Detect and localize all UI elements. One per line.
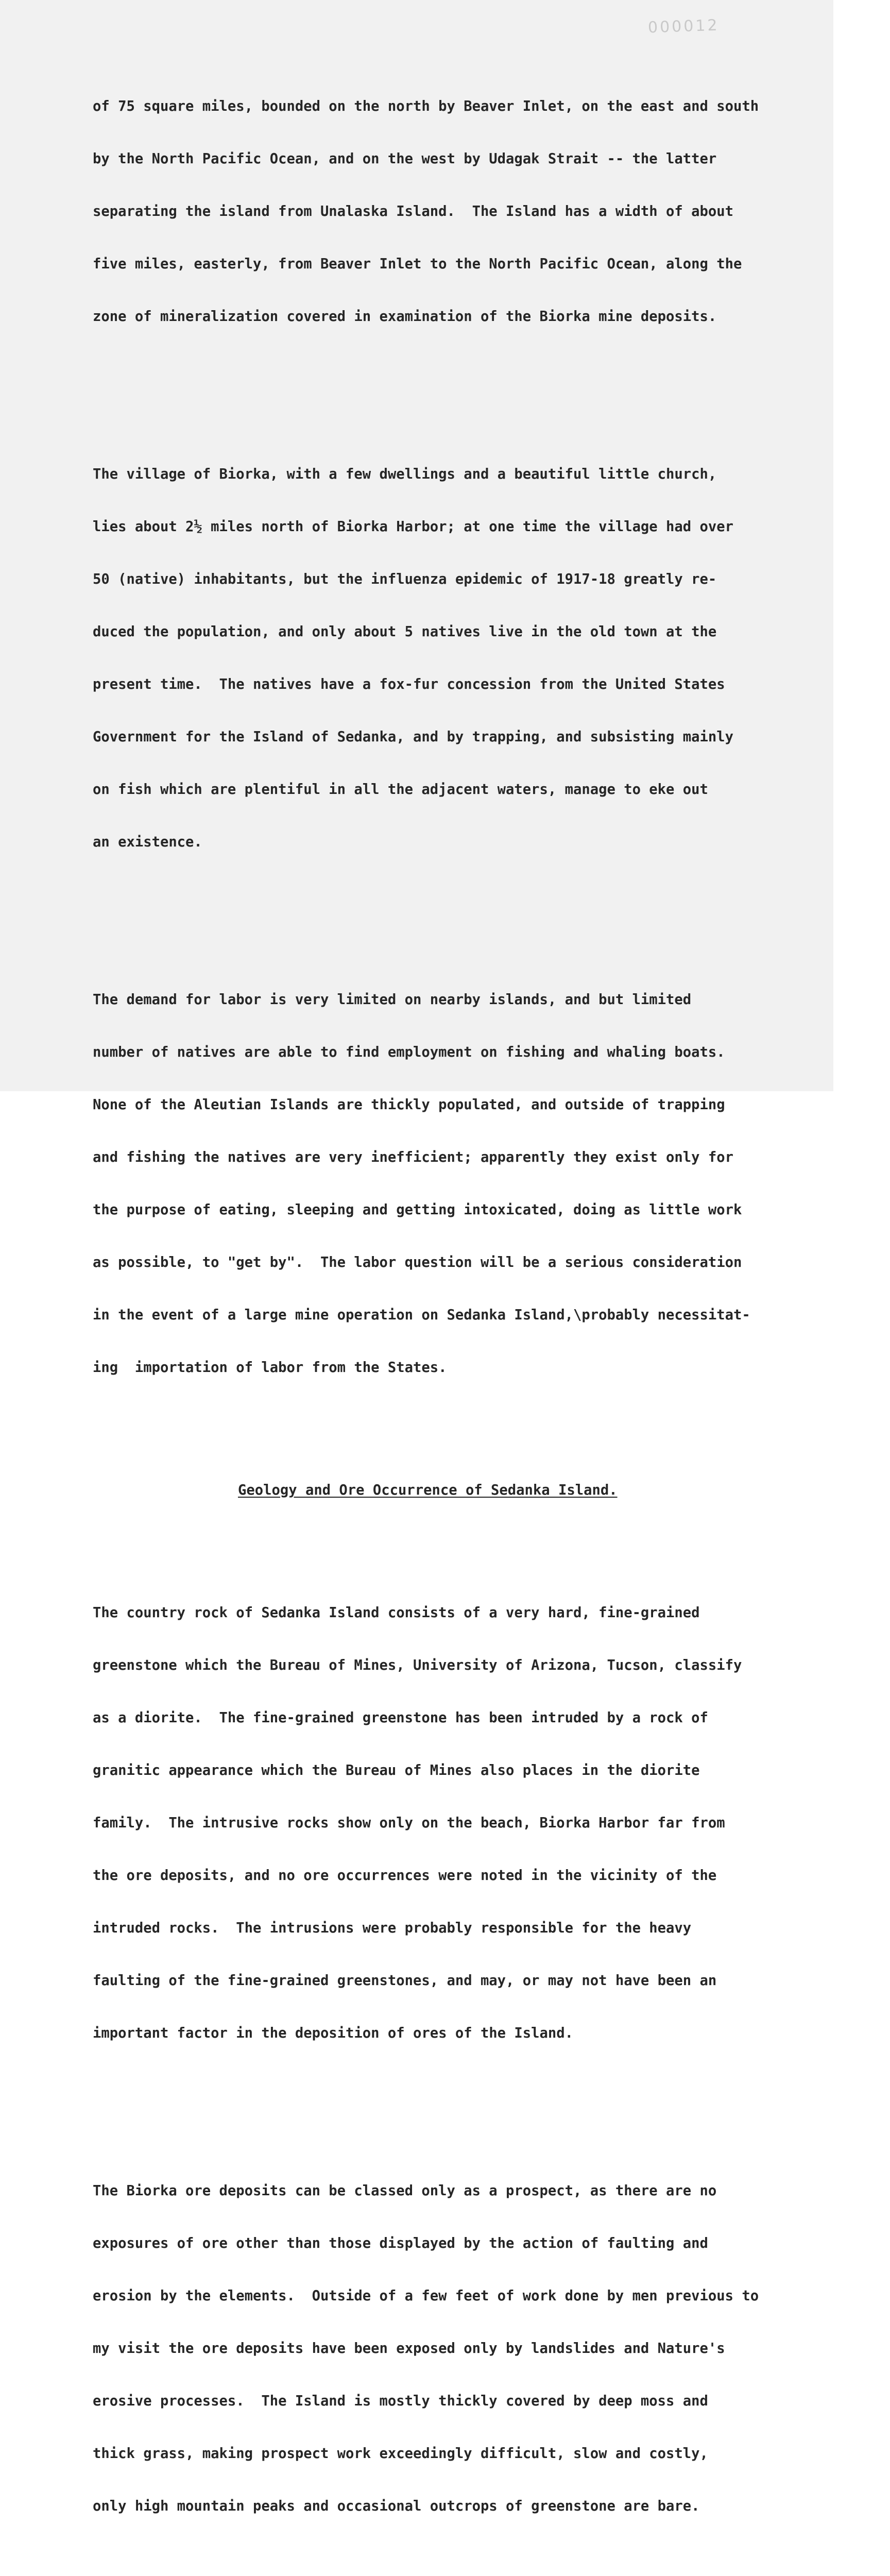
- text-line: The village of Biorka, with a few dwellings and a beautiful little church,: [93, 466, 717, 482]
- text-line: The demand for labor is very limited on nearby islands, and but limited: [93, 992, 692, 1008]
- paragraph-labor: [93, 956, 783, 1412]
- text-line: greenstone which the Bureau of Mines, University of Arizona, Tucson, classify: [93, 1657, 742, 1673]
- text-line: the purpose of eating, sleeping and getting intoxicated, doing as little work: [93, 1202, 742, 1218]
- text-line: and fishing the natives are very inefficient; apparently they exist only for: [93, 1149, 733, 1165]
- text-line: intruded rocks. The intrusions were probably responsible for the heavy: [93, 1920, 692, 1936]
- text-line: an existence.: [93, 834, 202, 850]
- text-line: exposures of ore other than those displayed by the action of faulting and: [93, 2235, 708, 2251]
- text-line: granitic appearance which the Bureau of Mines also places in the diorite: [93, 1762, 700, 1778]
- text-line: The Biorka ore deposits can be classed only as a prospect, as there are no: [93, 2183, 717, 2199]
- paragraph-island-extent: [93, 63, 783, 361]
- text-line: Government for the Island of Sedanka, and by trapping, and subsisting mainly: [93, 729, 733, 745]
- text-line: faulting of the fine-grained greenstones, and may, or may not have been an: [93, 1973, 717, 1989]
- text-line: separating the island from Unalaska Island. The Island has a width of about: [93, 204, 733, 219]
- text-line: thick grass, making prospect work exceedingly difficult, slow and costly,: [93, 2446, 708, 2462]
- text-line: lies about 2½ miles north of Biorka Harbor; at one time the village had over: [93, 519, 733, 535]
- page-number-stamp: 000012: [647, 16, 720, 37]
- text-line: by the North Pacific Ocean, and on the west by Udagak Strait -- the latter: [93, 151, 717, 167]
- text-line: None of the Aleutian Islands are thickly populated, and outside of trapping: [93, 1097, 725, 1113]
- paragraph-country-rock: [93, 1569, 783, 2077]
- text-line: in the event of a large mine operation on Sedanka Island,\probably necessitat-: [93, 1307, 750, 1323]
- text-line: my visit the ore deposits have been exposed only by landslides and Nature's: [93, 2341, 725, 2357]
- text-line: only high mountain peaks and occasional outcrops of greenstone are bare.: [93, 2498, 700, 2514]
- document-body: [93, 28, 783, 2576]
- text-line: number of natives are able to find employment on fishing and whaling boats.: [93, 1044, 725, 1060]
- section-heading: Geology and Ore Occurrence of Sedanka Island.: [238, 1482, 618, 1498]
- text-line: erosive processes. The Island is mostly thickly covered by deep moss and: [93, 2393, 708, 2409]
- text-line: as possible, to "get by". The labor question will be a serious consideration: [93, 1255, 742, 1270]
- text-line: duced the population, and only about 5 natives live in the old town at the: [93, 624, 717, 640]
- paragraph-ore-deposits: [93, 2147, 783, 2550]
- text-line: ing importation of labor from the States.: [93, 1360, 447, 1376]
- text-line: family. The intrusive rocks show only on the beach, Biorka Harbor far from: [93, 1815, 725, 1831]
- text-line: of 75 square miles, bounded on the north by Beaver Inlet, on the east and south: [93, 98, 759, 114]
- text-line: zone of mineralization covered in examination of the Biorka mine deposits.: [93, 309, 717, 325]
- text-line: important factor in the deposition of ores of the Island.: [93, 2025, 573, 2041]
- text-line: 50 (native) inhabitants, but the influenza epidemic of 1917-18 greatly re-: [93, 571, 717, 587]
- text-line: five miles, easterly, from Beaver Inlet to the North Pacific Ocean, along the: [93, 256, 742, 272]
- paragraph-biorka-village: [93, 431, 783, 886]
- text-line: on fish which are plentiful in all the adjacent waters, manage to eke out: [93, 782, 708, 798]
- text-line: present time. The natives have a fox-fur concession from the United States: [93, 676, 725, 692]
- text-line: the ore deposits, and no ore occurrences were noted in the vicinity of the: [93, 1868, 717, 1884]
- text-line: as a diorite. The fine-grained greenstone has been intruded by a rock of: [93, 1710, 708, 1726]
- text-line: erosion by the elements. Outside of a few feet of work done by men previous to: [93, 2288, 759, 2304]
- text-line: The country rock of Sedanka Island consists of a very hard, fine-grained: [93, 1605, 700, 1621]
